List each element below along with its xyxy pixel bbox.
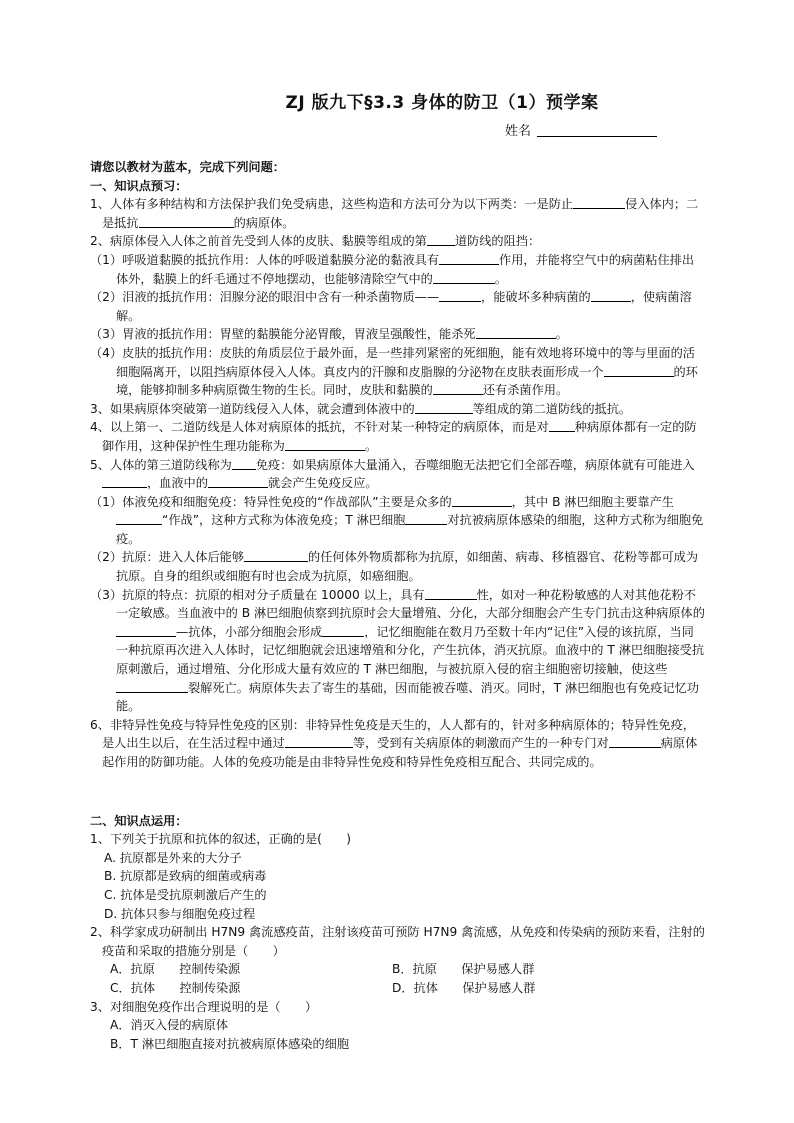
s2-q3-option-b[interactable]: B．T 淋巴细胞直接对抗被病原体感染的细胞 [110,1036,350,1051]
s1-q4: 4、以上第一、二道防线是人体对病原体的抵抗，不针对某一种特定的病原体，而是对 种病原体都有一定的防御作用，这种保护性生理功能称为 。 [90,420,697,453]
section-spacer [90,792,705,812]
section-spacer [90,772,705,792]
answer-blank[interactable] [609,735,661,748]
answer-blank[interactable] [405,512,447,525]
s1-q2-sub4: （4）皮肤的抵抗作用：皮肤的角质层位于最外面，是一些排列紧密的死细胞，能有效地将环境中的等与里面的活细胞隔离开，以阻挡病原体侵入人体。真皮内的汗腺和皮脂腺的分泌物在皮肤表面形成一个 的环境，能够抑制多种病原微生物的生长。同时，皮肤和黏膜的 还有杀菌作用。 [90,345,698,398]
s1-q2-sub1: （1）呼吸道黏膜的抵抗作用：人体的呼吸道黏膜分泌的黏液具有 作用，并能将空气中的病菌粘住排出体外，黏膜上的纤毛通过不停地摆动，也能够清除空气中的 。 [90,252,695,286]
name-blank[interactable] [537,124,657,137]
name-field [505,120,657,139]
answer-blank[interactable] [116,624,176,637]
answer-blank[interactable] [433,271,495,284]
answer-blank[interactable] [322,624,364,637]
section1-heading: 一、知识点预习： [90,178,188,193]
s2-q1-option-a[interactable]: A. 抗原都是外来的大分子 [104,850,242,865]
answer-blank[interactable] [439,289,481,302]
s2-q1-option-b[interactable]: B. 抗原都是致病的细菌或病毒 [104,869,267,884]
s2-q1-stem: 1、下列关于抗原和抗体的叙述，正确的是( ) [90,832,352,847]
page-title: ZJ 版九下§3.3 身体的防卫（1）预学案 [285,93,599,113]
s1-q2: 2、病原体侵入人体之前首先受到人体的皮肤、黏膜等组成的第 道防线的阻挡： [90,234,541,249]
s2-q1-option-d[interactable]: D. 抗体只参与细胞免疫过程 [104,906,256,921]
s1-q1: 1、人体有多种结构和方法保护我们免受病患，这些构造和方法可分为以下两类：一是防止 侵入体内；二是抵抗 的病原体。 [90,197,699,230]
s2-q3-stem: 3、对细胞免疫作出合理说明的是（ ） [90,999,318,1014]
s1-q5-sub2: （2）抗原：进入人体后能够 的任何体外物质都称为抗原，如细菌、病毒、移植器官、花粉等都可成为抗原。自身的组织或细胞有时也会成为抗原，如癌细胞。 [90,550,699,584]
answer-blank[interactable] [433,382,483,395]
answer-blank[interactable] [116,512,162,525]
s2-q2-option-d[interactable]: D．抗体 保护易感人群 [392,980,536,995]
s2-q2-option-c[interactable]: C．抗体 控制传染源 [110,980,241,995]
answer-blank[interactable] [476,326,556,339]
worksheet-content [90,158,705,1053]
answer-blank[interactable] [549,419,575,432]
s1-q2-sub2: （2）泪液的抵抗作用：泪腺分泌的眼泪中含有一种杀菌物质—— ，能破坏多种病菌的 ，使病菌溶解。 [90,290,692,323]
s1-q2-sub3: （3）胃液的抵抗作用：胃壁的黏膜能分泌胃酸，胃液呈强酸性，能杀死 。 [90,327,568,342]
answer-blank[interactable] [415,401,473,414]
s2-q2-options-row1 [90,960,705,979]
answer-blank[interactable] [102,475,147,488]
answer-blank[interactable] [139,215,234,228]
s1-q6: 6、非特异性免疫与特异性免疫的区别：非特异性免疫是天生的，人人都有的，针对多种病原体的；特异性免疫，是人出生以后，在生活过程中通过 等，受到有关病原体的刺激而产生的一种专门对 病原体起作用的防御功能。人体的免疫功能是由非特异性免疫和特异性免疫相互配合、共同完成的。 [90,717,698,769]
s2-q3-option-a[interactable]: A．消灭入侵的病原体 [110,1018,229,1033]
answer-blank[interactable] [452,494,512,507]
s2-q1-option-c[interactable]: C. 抗体是受抗原刺激后产生的 [104,887,267,902]
name-label: 姓名 [505,124,532,139]
answer-blank[interactable] [116,680,188,693]
s1-q3: 3、如果病原体突破第一道防线侵入人体，就会遭到体液中的 等组成的第二道防线的抵抗。 [90,401,632,416]
answer-blank[interactable] [425,587,477,600]
s2-q2-option-b[interactable]: B．抗原 保护易感人群 [392,962,535,977]
answer-blank[interactable] [244,549,308,562]
answer-blank[interactable] [604,364,674,377]
answer-blank[interactable] [285,438,365,451]
s1-q5-sub1: （1）体液免疫和细胞免疫：特异性免疫的“作战部队”主要是众多的 ，其中 B 淋巴细胞主要靠产生“作战”，这种方式称为体液免疫；T 淋巴细胞 对抗被病原体感染的细胞，这种方式称为细胞免疫。 [90,494,704,546]
instruction: 请您以教材为蓝本，完成下列问题： [90,160,285,174]
s2-q2-stem: 2、科学家成功研制出 H7N9 禽流感疫苗，注射该疫苗可预防 H7N9 禽流感，从免疫和传染病的预防来看，注射的疫苗和采取的措施分别是（ ） [90,925,705,958]
section2-heading: 二、知识点运用： [90,813,188,828]
answer-blank[interactable] [232,457,256,470]
answer-blank[interactable] [285,735,353,748]
answer-blank[interactable] [427,233,455,246]
answer-blank[interactable] [591,289,631,302]
answer-blank[interactable] [439,252,499,265]
s1-q5: 5、人体的第三道防线称为 免疫：如果病原体大量涌入，吞噬细胞无法把它们全部吞噬，病原体就有可能进入，血液中的 就会产生免疫反应。 [90,457,695,491]
s1-q5-sub3: （3）抗原的特点：抗原的相对分子质量在 10000 以上，具有 性，如对一种花粉敏感的人对其他花粉不一定敏感。当血液中的 B 淋巴细胞侦察到抗原时会大量增殖、分化，大部分细胞会产生专门抗击这种病原体的—抗体，小部分细胞会形成 ，记忆细胞能在数月乃至数十年内“记住”入侵的该抗原，当同一种抗原再次进入人体时，记忆细胞就会迅速增殖和分化，产生抗体，消灭抗原。血液中的 T 淋巴细胞接受抗原刺激后，通过增殖、分化形成大量有效应的 T 淋巴细胞，与被抗原入侵的宿主细胞密切接触，使这些裂解死亡。病原体失去了寄生的基础，因而能被吞噬、消灭。同时，T 淋巴细胞也有免疫记忆功能。 [90,587,705,714]
answer-blank[interactable] [573,196,625,209]
s2-q2-option-a[interactable]: A．抗原 控制传染源 [110,962,241,977]
s2-q2-options-row2 [90,979,705,998]
answer-blank[interactable] [208,475,268,488]
